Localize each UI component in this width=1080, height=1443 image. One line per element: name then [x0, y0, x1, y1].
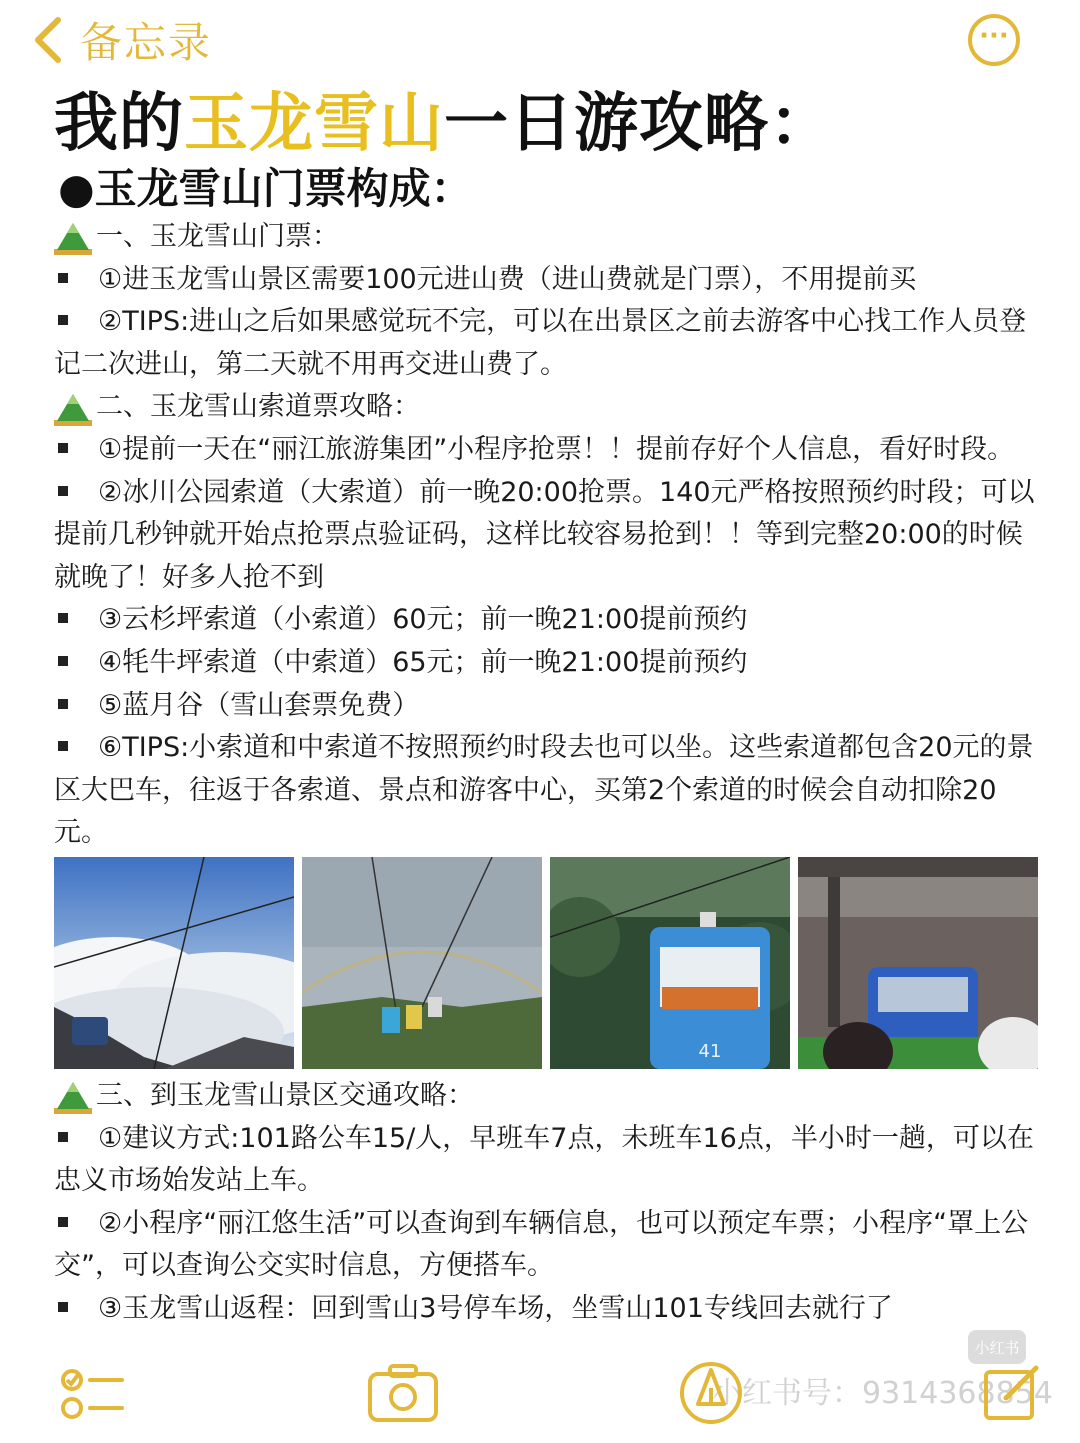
note-title [54, 72, 834, 164]
mountain-emoji-icon [54, 219, 92, 255]
back-label: 备忘录 [80, 18, 213, 67]
more-button[interactable] [968, 14, 1020, 66]
bullet-icon [58, 699, 68, 709]
photo-strip [54, 857, 1044, 1069]
checklist-button[interactable] [58, 1358, 128, 1432]
edit-button[interactable] [980, 1358, 1050, 1432]
bullet-icon [58, 1132, 68, 1142]
svg-text:41: 41 [698, 1040, 722, 1062]
photo-blue-gondola[interactable] [550, 857, 790, 1069]
photo-gondola-station[interactable] [798, 857, 1038, 1069]
title-highlight: 玉龙雪山 [184, 87, 444, 161]
list-item: ③云杉坪索道（小索道）60元；前一晚21:00提前预约 [54, 599, 1044, 642]
more-dots-icon: ··· [979, 21, 1009, 51]
title-part1: 我的 [54, 87, 184, 161]
list-item: ②小程序“丽江悠生活”可以查询到车辆信息，也可以预定车票；小程序“罩上公交”，可以查询公交实时信息，方便搭车。 [54, 1207, 1029, 1282]
bullet-icon [58, 656, 68, 666]
checklist-icon [58, 1358, 128, 1428]
edit-icon [980, 1358, 1050, 1428]
top-nav-bar [0, 0, 1080, 80]
list-item: ①进玉龙雪山景区需要100元进山费（进山费就是门票），不用提前买 [54, 259, 1044, 302]
list-item: ⑥TIPS:小索道和中索道不按照预约时段去也可以坐。这些索道都包含20元的景区大巴车，往返于各索道、景点和游客中心，买第2个索道的时候会自动扣除20元。 [54, 732, 1034, 849]
list-item: ④牦牛坪索道（中索道）65元；前一晚21:00提前预约 [54, 642, 1044, 685]
photo-cable-car-sea-of-clouds[interactable] [54, 857, 294, 1069]
bullet-icon [58, 613, 68, 623]
title-part2: 一日游攻略： [444, 87, 834, 161]
bullet-icon [58, 443, 68, 453]
section-heading: 一、玉龙雪山门票： [54, 216, 1044, 259]
bottom-toolbar [0, 1352, 1080, 1443]
section-heading: 三、到玉龙雪山景区交通攻略： [54, 1075, 1044, 1118]
back-button[interactable] [28, 12, 212, 68]
bullet-icon [58, 741, 68, 751]
note-subtitle: ●玉龙雪山门票构成： [58, 164, 473, 213]
list-item: ①提前一天在“丽江旅游集团”小程序抢票！！提前存好个人信息，看好时段。 [54, 429, 1044, 472]
watermark-text: 小红书号：9314368854 [712, 1376, 1053, 1411]
mountain-emoji-icon [54, 1078, 92, 1114]
camera-icon [366, 1358, 440, 1428]
list-item: ③玉龙雪山返程：回到雪山3号停车场，坐雪山101专线回去就行了 [54, 1288, 1044, 1331]
list-item: ②冰川公园索道（大索道）前一晚20:00抢票。140元严格按照预约时段；可以提前几秒钟就开始点抢票点验证码，这样比较容易抢到！！等到完整20:00的时候就晚了！好多人抢不到 [54, 476, 1035, 593]
photo-chairlift-rainbow[interactable] [302, 857, 542, 1069]
mountain-emoji-icon [54, 390, 92, 426]
bullet-icon [58, 1217, 68, 1227]
bullet-icon [58, 486, 68, 496]
pen-tool-button[interactable] [676, 1358, 746, 1432]
section-heading: 二、玉龙雪山索道票攻略： [54, 386, 1044, 429]
list-item: ⑤蓝月谷（雪山套票免费） [54, 685, 1044, 728]
bullet-icon [58, 1302, 68, 1312]
list-item: ①建议方式:101路公车15/人，早班车7点，未班车16点，半小时一趟，可以在忠义市场始发站上车。 [54, 1122, 1034, 1197]
camera-button[interactable] [366, 1358, 440, 1432]
bullet-icon [58, 315, 68, 325]
list-item: ②TIPS:进山之后如果感觉玩不完，可以在出景区之前去游客中心找工作人员登记二次进山，第二天就不用再交进山费了。 [54, 306, 1027, 380]
chevron-left-icon [28, 14, 68, 66]
watermark-badge: 小红书 [968, 1330, 1026, 1364]
note-body [54, 216, 1044, 1330]
pen-tool-icon [676, 1358, 746, 1428]
bullet-icon [58, 273, 68, 283]
